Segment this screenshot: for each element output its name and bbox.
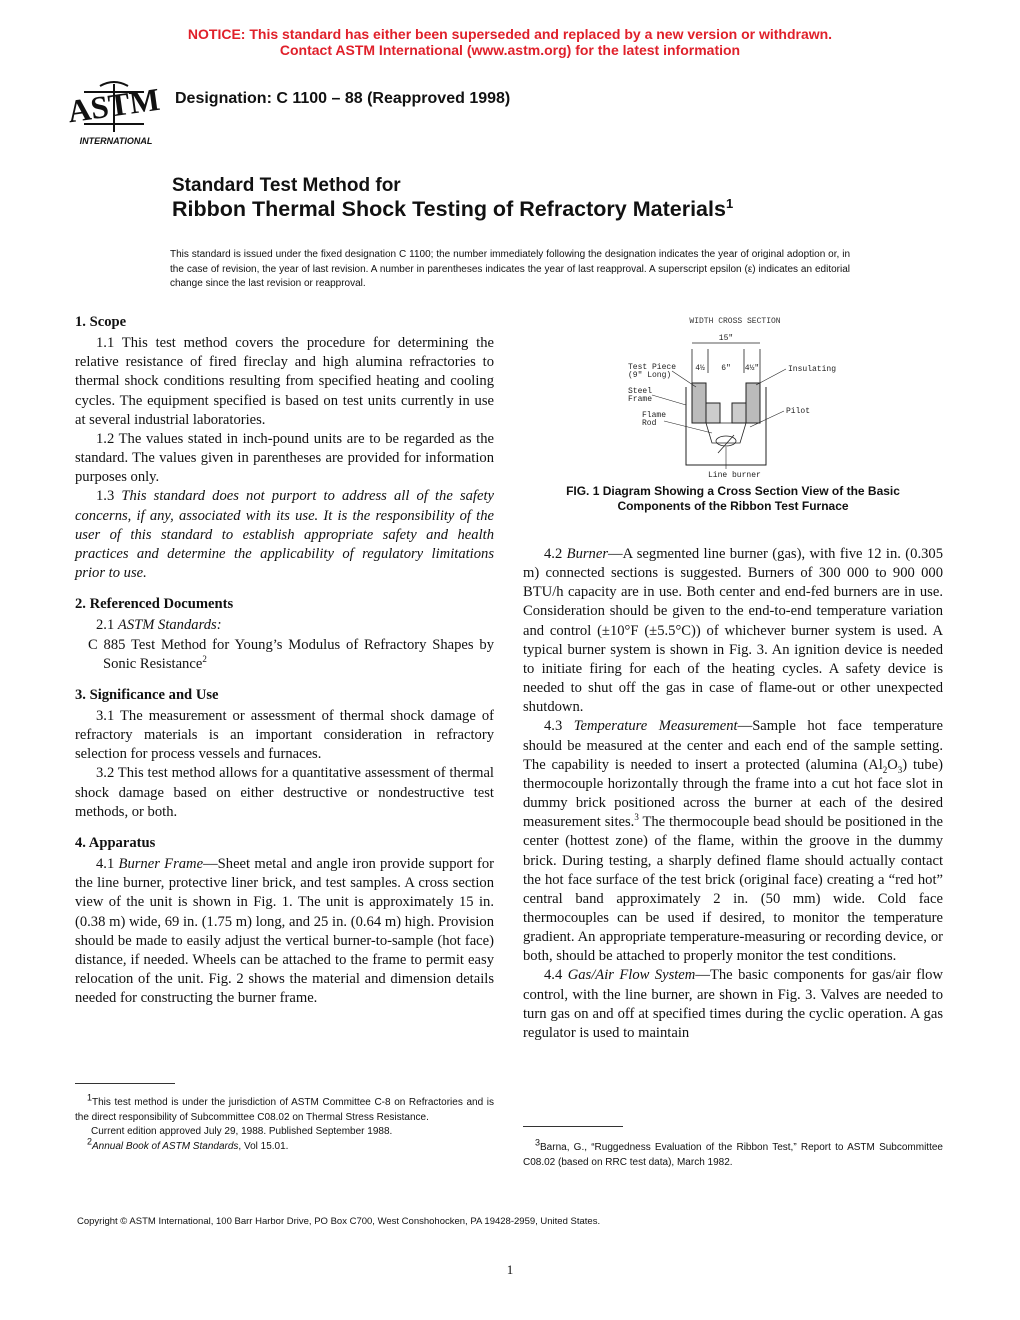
dim-b: 6": [721, 364, 731, 373]
title-line-2: [172, 197, 733, 222]
footnote-1: $^1$This test method is under the jurisdiction of ASTM Committee C-8 on Refractories and is the direct responsibility of Subcommittee C08.02 on Thermal Stress Resistance.: [75, 1092, 494, 1123]
paragraph-1-3: 1.3 This standard does not purport to address all of the safety concerns, if any, associated with its use. It is the responsibility of the user of this standard to establish appropriate safety and health practices and determine the applicability of regulatory limitations prior to use.: [75, 488, 494, 582]
astm-logo: [65, 78, 162, 150]
figure-header: WIDTH CROSS SECTION: [689, 317, 781, 326]
paragraph-4-4: 4.4 Gas/Air Flow System—The basic components for gas/air flow control, with the line burner, are shown in Fig. 3. Valves are needed to turn gas on and off at specified times during the cyclic operation. A gas regulator is used to maintain: [523, 967, 944, 1041]
label-line-burner: Line burner: [708, 471, 761, 480]
label-frame: Frame: [628, 395, 653, 404]
withdrawal-notice: [0, 26, 1020, 58]
logo-subtext: INTERNATIONAL: [79, 136, 153, 146]
dim-a: 4½: [695, 364, 705, 373]
section-heading-apparatus: 4. Apparatus: [75, 834, 156, 851]
paragraph-3-2: 3.2 This test method allows for a quantitative assessment of thermal shock damage based on either destructive or nondestructive test methods, or both.: [75, 765, 494, 820]
footnotes-left: [75, 1092, 494, 1154]
footnotes-right: [523, 1137, 943, 1170]
issue-note: This standard is issued under the fixed designation C 1100; the number immediately following the designation indicates the year of original adoption or, in the case of revision, the year of last revision. A number in parentheses indicates the year of last reapproval. A superscript epsilon (ε) indicates an editorial change since the last revision or reapproval.: [170, 249, 850, 290]
paragraph-1-2: 1.2 The values stated in inch-pound units are to be regarded as the standard. The values given in parentheses are provided for information purposes only.: [75, 430, 494, 486]
section-heading-refs: 2. Referenced Documents: [75, 596, 234, 613]
figure-1-caption: [533, 484, 933, 514]
logo-text: ASTM: [65, 80, 162, 130]
label-test-piece: Test Piece: [628, 363, 677, 372]
notice-line-1: NOTICE: This standard has either been superseded and replaced by a new version or withdrawn.: [187, 26, 833, 42]
paragraph-4-3: 4.3 Temperature Measurement—Sample hot face temperature should be measured at the center and each end of the sample setting. The capability is needed to insert a protected (alumina $(Al_2O_3)$ tube) thermocouple horizontally through the frame into a cut hot face slot in dummy brick positioned across the burner at each of the desired measurement sites.$^3$ The thermocouple bead should be positioned in the center (hottest zone) of the flame, within the groove in the dummy brick. During testing, a sharply defined flame should actually contact the hot face surface of the test brick (original face) creating a “red hot” central band approximately 2 in. (50 mm) wide. Cold face thermocouples can be used if desired, to monitor the temperature gradient. An appropriate temperature-measuring or recording device, or both, should be attached to properly monitor the test conditions.: [523, 718, 943, 965]
title-footnote-mark: 1: [725, 195, 734, 211]
caption-line-1: FIG. 1 Diagram Showing a Cross Section View of the Basic: [566, 484, 900, 498]
label-insulating: Insulating: [788, 365, 837, 374]
footnote-1-edition: Current edition approved July 29, 1988. Published September 1988.: [91, 1126, 393, 1137]
footnote-3: $^3$Barna, G., “Ruggedness Evaluation of the Ribbon Test,” Report to ASTM Subcommittee C08.02 (based on RRC test data), March 1982.: [523, 1137, 943, 1168]
caption-line-2: Components of the Ribbon Test Furnace: [617, 499, 849, 514]
notice-line-2: Contact ASTM International (www.astm.org) for the latest information: [279, 42, 741, 58]
label-flame: Flame: [642, 411, 667, 420]
paragraph-4-2: 4.2 Burner—A segmented line burner (gas), with five 12 in. (0.305 m) connected sections is suggested. Burners of 300 000 to 900 000 BTU/h capacity are in use. Both center and end-fed burners are in use. Consideration should be given to the end-to-end temperature variation and control (±10°F (±5.5°C)) of whichever burner system is used. A typical burner system is shown in Fig. 3. An ignition device is needed to initiate firing for each of the heating cycles. A safety device is needed to shut off the gas in case of flame-out or other unexpected shutdown.: [523, 546, 943, 716]
section-heading-significance: 3. Significance and Use: [75, 686, 219, 703]
label-steel: Steel: [628, 387, 653, 396]
dim-c: 4½": [744, 364, 760, 373]
paragraph-2-1: 2.1 ASTM Standards:: [96, 617, 222, 634]
label-pilot: Pilot: [786, 407, 811, 416]
label-rod: Rod: [642, 419, 657, 428]
reference-c885: C 885 Test Method for Young’s Modulus of Refractory Shapes by Sonic Resistance$^2$: [88, 636, 494, 672]
left-column: [75, 313, 494, 1008]
figure-1-diagram: [600, 315, 837, 483]
footnote-rule-right: [523, 1126, 623, 1127]
paragraph-1-1: 1.1 This test method covers the procedure for determining the relative resistance of fired fireclay and high alumina refractories to thermal shock conditions resulting from specified heating and cooling cycles. The equipment specified is based on test units currently in use at several industrial laboratories.: [75, 335, 494, 428]
title-line-1: Standard Test Method for: [172, 175, 401, 196]
dim-total: 15": [718, 334, 734, 343]
paragraph-4-1: 4.1 Burner Frame—Sheet metal and angle iron provide support for the line burner, protective liner brick, and test samples. A cross section view of the unit is shown in Fig. 1. The unit is approximately 15 in. (0.38 m) wide, 69 in. (1.75 m) long, and 25 in. (0.64 m) high. Provision should be made to easily adjust the vertical burner-to-sample (hot face) distance, if needed. Wheels can be attached to the frame to permit easy relocation of the unit. Fig. 2 shows the material and dimension details needed for constructing the burner frame.: [75, 856, 494, 1007]
footnote-rule-left: [75, 1083, 175, 1084]
page-number: 1: [506, 1262, 514, 1277]
copyright-line: Copyright © ASTM International, 100 Barr Harbor Drive, PO Box C700, West Conshohocken, PA 19428-2959, United States.: [77, 1216, 601, 1227]
right-column: [523, 545, 943, 1043]
designation: Designation: C 1100 – 88 (Reapproved 1998): [175, 90, 511, 107]
label-test-piece-length: (9" Long): [628, 371, 672, 380]
title-main: Ribbon Thermal Shock Testing of Refractory Materials: [172, 197, 726, 221]
paragraph-3-1: 3.1 The measurement or assessment of thermal shock damage of refractory materials is an important consideration in refractory selection for process vessels and furnaces.: [75, 707, 494, 763]
footnote-2: $^2$Annual Book of ASTM Standards, Vol 15.01.: [87, 1136, 289, 1152]
section-heading-scope: 1. Scope: [75, 314, 127, 330]
